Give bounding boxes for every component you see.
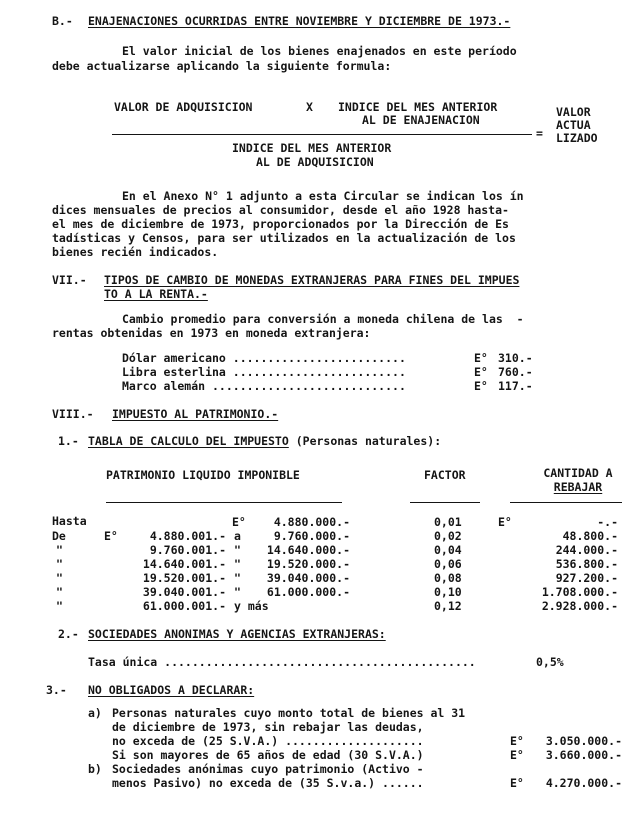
row-label: De bbox=[52, 529, 66, 543]
row-separator: " bbox=[234, 571, 241, 585]
item-3a-marker: a) bbox=[88, 706, 102, 720]
item-3a-line-3: no exceda de (25 S.V.A.) .................... bbox=[112, 734, 424, 748]
row-to-value: 9.760.000.- bbox=[273, 529, 350, 543]
row-rebajar-value: 1.708.000.- bbox=[541, 585, 618, 599]
row-separator: " bbox=[234, 557, 241, 571]
formula-result-3: LIZADO bbox=[556, 131, 598, 145]
item-3-prefix: 3.- bbox=[46, 683, 67, 697]
item-3a-value-1: 3.050.000.- bbox=[545, 734, 622, 748]
formula-numerator-right-2: AL DE ENAJENACION bbox=[362, 113, 480, 127]
row-from-value: 4.880.001.- bbox=[149, 529, 226, 543]
row-to-value: 39.040.000.- bbox=[266, 571, 350, 585]
row-factor: 0,10 bbox=[434, 585, 462, 599]
row-from-value: 39.040.001.- bbox=[142, 585, 226, 599]
row-rebajar-value: 48.800.- bbox=[562, 529, 618, 543]
item-3a-line-4: Si son mayores de 65 años de edad (30 S.V.A.) bbox=[112, 748, 424, 762]
tasa-unica-value: 0,5% bbox=[536, 655, 564, 669]
formula-denominator-1: INDICE DEL MES ANTERIOR bbox=[232, 141, 392, 155]
row-factor: 0,06 bbox=[434, 557, 462, 571]
currency-name: Dólar americano ......................... bbox=[122, 351, 406, 365]
row-rebajar-value: 244.000.- bbox=[555, 543, 618, 557]
row-to-value: 4.880.000.- bbox=[273, 515, 350, 529]
formula-result-2: ACTUA bbox=[556, 118, 591, 132]
column-rule-patrimonio bbox=[106, 502, 342, 503]
row-from-value: 9.760.001.- bbox=[149, 543, 226, 557]
row-rebajar-value: 927.200.- bbox=[555, 571, 618, 585]
formula-times-sign: X bbox=[306, 100, 313, 114]
annex-text-line-4: tadísticas y Censos, para ser utilizados en la actualización de los bbox=[52, 231, 516, 245]
tasa-unica-line: Tasa única ............................................. bbox=[88, 655, 476, 669]
annex-text-line-3: el mes de diciembre de 1973, proporcionados por la Dirección de Es bbox=[52, 217, 509, 231]
section-b-intro-line-2: debe actualizarse aplicando la siguiente formula: bbox=[52, 59, 392, 73]
row-rebajar-value: 2.928.000.- bbox=[541, 599, 618, 613]
item-3b-value: 4.270.000.- bbox=[545, 776, 622, 790]
formula-equals-sign: = bbox=[536, 126, 543, 140]
section-b-heading: ENAJENACIONES OCURRIDAS ENTRE NOVIEMBRE Y DICIEMBRE DE 1973.- bbox=[88, 14, 511, 28]
row-separator: E° bbox=[232, 515, 246, 529]
row-to-value: 14.640.000.- bbox=[266, 543, 350, 557]
item-3a-value-2: 3.660.000.- bbox=[545, 748, 622, 762]
section-vii-intro-line-2: rentas obtenidas en 1973 en moneda extranjera: bbox=[52, 326, 371, 340]
column-header-cantidad-1: CANTIDAD A bbox=[543, 466, 613, 480]
annex-text-line-5: bienes recién indicados. bbox=[52, 245, 219, 259]
section-viii-heading: IMPUESTO AL PATRIMONIO.- bbox=[112, 407, 279, 421]
currency-name: Marco alemán ............................ bbox=[122, 379, 406, 393]
row-label: " bbox=[56, 571, 63, 585]
row-factor: 0,02 bbox=[434, 529, 462, 543]
formula-numerator-left: VALOR DE ADQUISICION bbox=[114, 100, 253, 114]
item-3b-marker: b) bbox=[88, 762, 102, 776]
row-to-value: 19.520.000.- bbox=[266, 557, 350, 571]
annex-text-line-1: En el Anexo N° 1 adjunto a esta Circular se indican los ín bbox=[122, 189, 524, 203]
item-3a-line-2: de diciembre de 1973, sin rebajar las deudas, bbox=[112, 720, 424, 734]
item-3b-line-2: menos Pasivo) no exceda de (35 S.v.a.) ...... bbox=[112, 776, 424, 790]
column-rule-factor bbox=[410, 502, 480, 503]
row-factor: 0,08 bbox=[434, 571, 462, 585]
formula-numerator-right-1: INDICE DEL MES ANTERIOR bbox=[338, 100, 498, 114]
row-rebajar-symbol: E° bbox=[498, 515, 512, 529]
exchange-rate-value: 310.- bbox=[498, 351, 533, 365]
row-factor: 0,12 bbox=[434, 599, 462, 613]
formula-denominator-2: AL DE ADQUISICION bbox=[256, 155, 374, 169]
item-3b-value-symbol: E° bbox=[510, 776, 524, 790]
item-1-heading-line bbox=[88, 434, 441, 448]
item-3b-line-1: Sociedades anónimas cuyo patrimonio (Activo - bbox=[112, 762, 424, 776]
item-2-prefix: 2.- bbox=[58, 627, 79, 641]
row-factor: 0,01 bbox=[434, 515, 462, 529]
exchange-rate-value: 760.- bbox=[498, 365, 533, 379]
row-label: " bbox=[56, 599, 63, 613]
item-1-heading-suffix: (Personas naturales): bbox=[288, 434, 442, 448]
section-vii-heading-line-1: TIPOS DE CAMBIO DE MONEDAS EXTRANJERAS PARA FINES DEL IMPUES bbox=[104, 273, 520, 287]
section-viii-prefix: VIII.- bbox=[52, 407, 94, 421]
row-separator: " bbox=[234, 543, 241, 557]
section-b-intro-line-1: El valor inicial de los bienes enajenados en este período bbox=[122, 44, 517, 58]
row-label: Hasta bbox=[52, 514, 87, 528]
row-from-symbol: E° bbox=[104, 529, 118, 543]
column-header-patrimonio: PATRIMONIO LIQUIDO IMPONIBLE bbox=[106, 468, 300, 482]
row-label: " bbox=[56, 557, 63, 571]
currency-name: Libra esterlina ......................... bbox=[122, 365, 406, 379]
row-factor: 0,04 bbox=[434, 543, 462, 557]
row-from-value: 19.520.001.- bbox=[142, 571, 226, 585]
column-header-cantidad-2: REBAJAR bbox=[553, 480, 603, 494]
currency-symbol: E° bbox=[474, 365, 488, 379]
column-rule-cantidad bbox=[510, 502, 622, 503]
row-label: " bbox=[56, 585, 63, 599]
section-vii-prefix: VII.- bbox=[52, 273, 87, 287]
currency-symbol: E° bbox=[474, 351, 488, 365]
item-3a-value-2-symbol: E° bbox=[510, 748, 524, 762]
item-1-heading: TABLA DE CALCULO DEL IMPUESTO bbox=[88, 434, 289, 448]
section-vii-intro-line-1: Cambio promedio para conversión a moneda chilena de las - bbox=[122, 312, 524, 326]
row-label: " bbox=[56, 543, 63, 557]
item-2-heading: SOCIEDADES ANONIMAS Y AGENCIAS EXTRANJERAS: bbox=[88, 627, 386, 641]
row-from-value: 14.640.001.- bbox=[142, 557, 226, 571]
formula-fraction-bar bbox=[112, 134, 532, 135]
formula-result-1: VALOR bbox=[556, 105, 591, 119]
item-3a-line-1: Personas naturales cuyo monto total de bienes al 31 bbox=[112, 706, 466, 720]
item-3a-value-1-symbol: E° bbox=[510, 734, 524, 748]
row-rebajar-value: 536.800.- bbox=[555, 557, 618, 571]
annex-text-line-2: dices mensuales de precios al consumidor, desde el año 1928 hasta- bbox=[52, 203, 509, 217]
section-b-prefix: B.- bbox=[52, 14, 73, 28]
column-header-factor: FACTOR bbox=[424, 468, 466, 482]
section-vii-heading-line-2: TO A LA RENTA.- bbox=[104, 287, 208, 301]
row-to-value: 61.000.000.- bbox=[266, 585, 350, 599]
exchange-rate-value: 117.- bbox=[498, 379, 533, 393]
row-rebajar-value: -.- bbox=[597, 515, 618, 529]
row-from-value: 61.000.001.- bbox=[142, 599, 226, 613]
row-separator: a bbox=[234, 529, 241, 543]
item-1-prefix: 1.- bbox=[58, 434, 79, 448]
currency-symbol: E° bbox=[474, 379, 488, 393]
item-3-heading: NO OBLIGADOS A DECLARAR: bbox=[88, 683, 255, 697]
row-separator: y más bbox=[234, 599, 269, 613]
row-separator: " bbox=[234, 585, 241, 599]
